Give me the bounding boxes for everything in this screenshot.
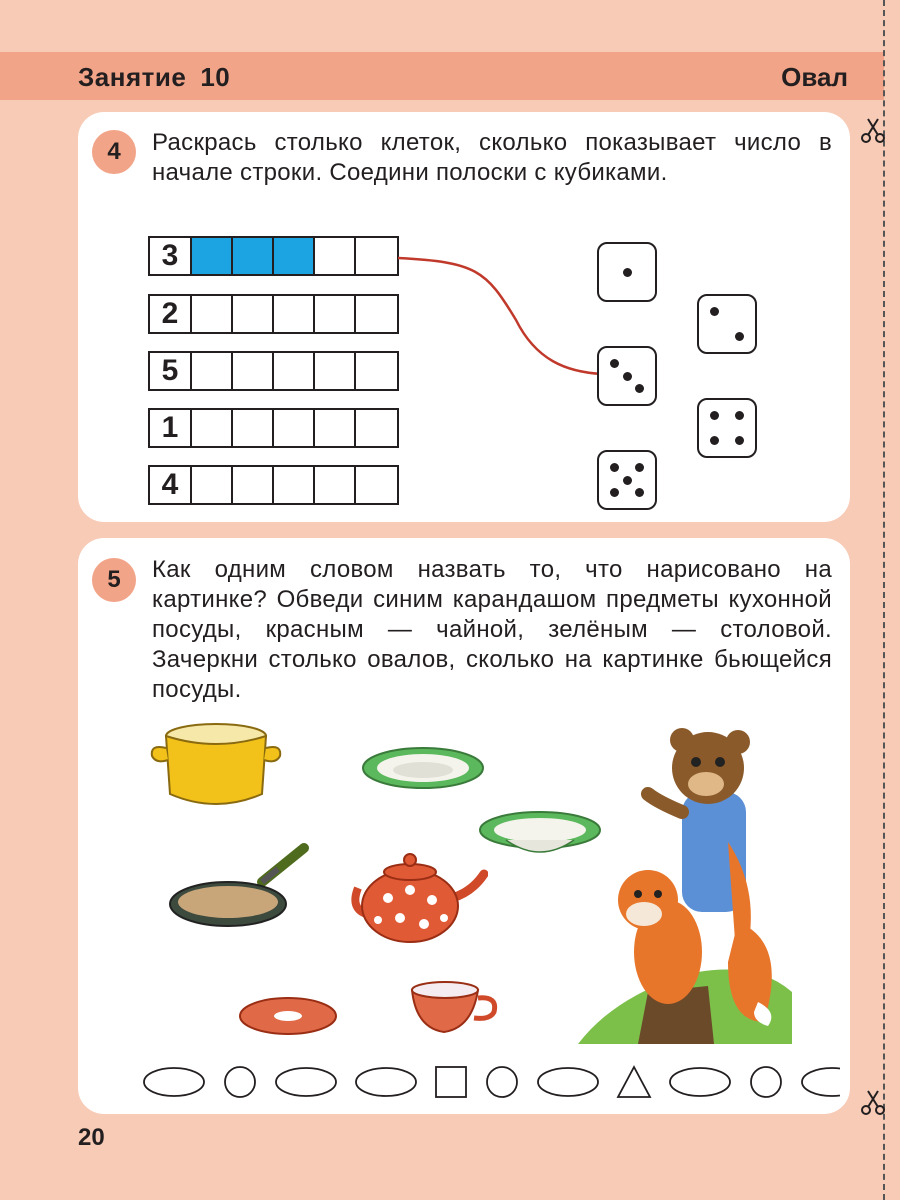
scissors-icon bbox=[858, 1088, 888, 1118]
strip-digit: 5 bbox=[150, 353, 192, 389]
teapot-illustration[interactable] bbox=[348, 848, 488, 948]
die-pip bbox=[735, 411, 744, 420]
frying-pan-illustration[interactable] bbox=[166, 842, 316, 938]
strip-cell[interactable] bbox=[192, 238, 233, 274]
die-pip bbox=[623, 372, 632, 381]
strip-cell[interactable] bbox=[274, 353, 315, 389]
strip-cell[interactable] bbox=[233, 296, 274, 332]
strip-cell[interactable] bbox=[315, 410, 356, 446]
die-pip bbox=[635, 488, 644, 497]
strip-cell[interactable] bbox=[356, 353, 397, 389]
task5-instruction: Как одним словом назвать то, что нарисовано на картинке? Обведи синим карандашом предметы кухонной посуды, красным — чайной, зелёным — столовой. Зачеркни столько овалов, сколько на картинке бьющейся посуды. bbox=[152, 556, 832, 703]
die-pip bbox=[735, 332, 744, 341]
die-pip bbox=[635, 463, 644, 472]
task4-instruction: Раскрась столько клеток, сколько показывает число в начале строки. Соедини полоски с кубиками. bbox=[152, 129, 832, 186]
shape-square[interactable] bbox=[436, 1067, 466, 1097]
lesson-title bbox=[78, 62, 230, 93]
strip-cell[interactable] bbox=[315, 238, 356, 274]
strip-3 bbox=[148, 236, 399, 276]
topic-title: Овал bbox=[781, 62, 848, 92]
die-5[interactable] bbox=[597, 450, 657, 510]
shape-oval[interactable] bbox=[802, 1068, 840, 1096]
die-pip bbox=[735, 436, 744, 445]
shape-triangle[interactable] bbox=[618, 1067, 650, 1097]
strip-cell[interactable] bbox=[192, 467, 233, 503]
die-1[interactable] bbox=[597, 242, 657, 302]
strip-cell[interactable] bbox=[233, 353, 274, 389]
die-pip bbox=[623, 268, 632, 277]
die-3[interactable] bbox=[597, 346, 657, 406]
strip-digit: 3 bbox=[150, 238, 192, 274]
strip-cell[interactable] bbox=[274, 238, 315, 274]
shapes-row bbox=[140, 1062, 840, 1102]
strip-cell[interactable] bbox=[356, 296, 397, 332]
bear-and-fox-illustration bbox=[578, 722, 792, 1044]
shape-circle[interactable] bbox=[225, 1067, 255, 1097]
saucer-illustration[interactable] bbox=[236, 990, 340, 1040]
strip-cell[interactable] bbox=[233, 238, 274, 274]
shape-circle[interactable] bbox=[751, 1067, 781, 1097]
shape-oval[interactable] bbox=[276, 1068, 336, 1096]
die-pip bbox=[710, 411, 719, 420]
die-pip bbox=[610, 359, 619, 368]
strip-cell[interactable] bbox=[192, 353, 233, 389]
plate-green-illustration[interactable] bbox=[360, 744, 486, 794]
die-pip bbox=[635, 384, 644, 393]
strip-cell[interactable] bbox=[192, 410, 233, 446]
cut-line bbox=[883, 0, 885, 1200]
strip-cell[interactable] bbox=[274, 296, 315, 332]
strip-cell[interactable] bbox=[315, 353, 356, 389]
lesson-number: 10 bbox=[200, 62, 231, 92]
pot-illustration[interactable] bbox=[146, 714, 286, 814]
strip-cell[interactable] bbox=[356, 467, 397, 503]
scissors-icon bbox=[858, 116, 888, 146]
die-pip bbox=[610, 488, 619, 497]
strip-cell[interactable] bbox=[233, 467, 274, 503]
die-4[interactable] bbox=[697, 398, 757, 458]
strip-1 bbox=[148, 408, 399, 448]
teacup-illustration[interactable] bbox=[404, 976, 500, 1040]
task4-number-badge: 4 bbox=[92, 130, 136, 174]
strip-cell[interactable] bbox=[274, 410, 315, 446]
die-pip bbox=[610, 463, 619, 472]
strip-cell[interactable] bbox=[356, 238, 397, 274]
strip-digit: 2 bbox=[150, 296, 192, 332]
strip-cell[interactable] bbox=[315, 296, 356, 332]
die-pip bbox=[710, 307, 719, 316]
shape-oval[interactable] bbox=[144, 1068, 204, 1096]
strip-cell[interactable] bbox=[233, 410, 274, 446]
strip-digit: 4 bbox=[150, 467, 192, 503]
strip-cell[interactable] bbox=[356, 410, 397, 446]
die-2[interactable] bbox=[697, 294, 757, 354]
task5-number-badge: 5 bbox=[92, 558, 136, 602]
shape-oval[interactable] bbox=[670, 1068, 730, 1096]
strip-cell[interactable] bbox=[315, 467, 356, 503]
die-pip bbox=[710, 436, 719, 445]
shape-oval[interactable] bbox=[356, 1068, 416, 1096]
strip-digit: 1 bbox=[150, 410, 192, 446]
shape-oval[interactable] bbox=[538, 1068, 598, 1096]
die-pip bbox=[623, 476, 632, 485]
strip-cell[interactable] bbox=[192, 296, 233, 332]
strip-5 bbox=[148, 351, 399, 391]
lesson-label: Занятие bbox=[78, 62, 187, 92]
strip-2 bbox=[148, 294, 399, 334]
connection-line[interactable] bbox=[396, 250, 606, 380]
strip-cell[interactable] bbox=[274, 467, 315, 503]
page-number: 20 bbox=[78, 1124, 105, 1151]
shape-circle[interactable] bbox=[487, 1067, 517, 1097]
strip-4 bbox=[148, 465, 399, 505]
